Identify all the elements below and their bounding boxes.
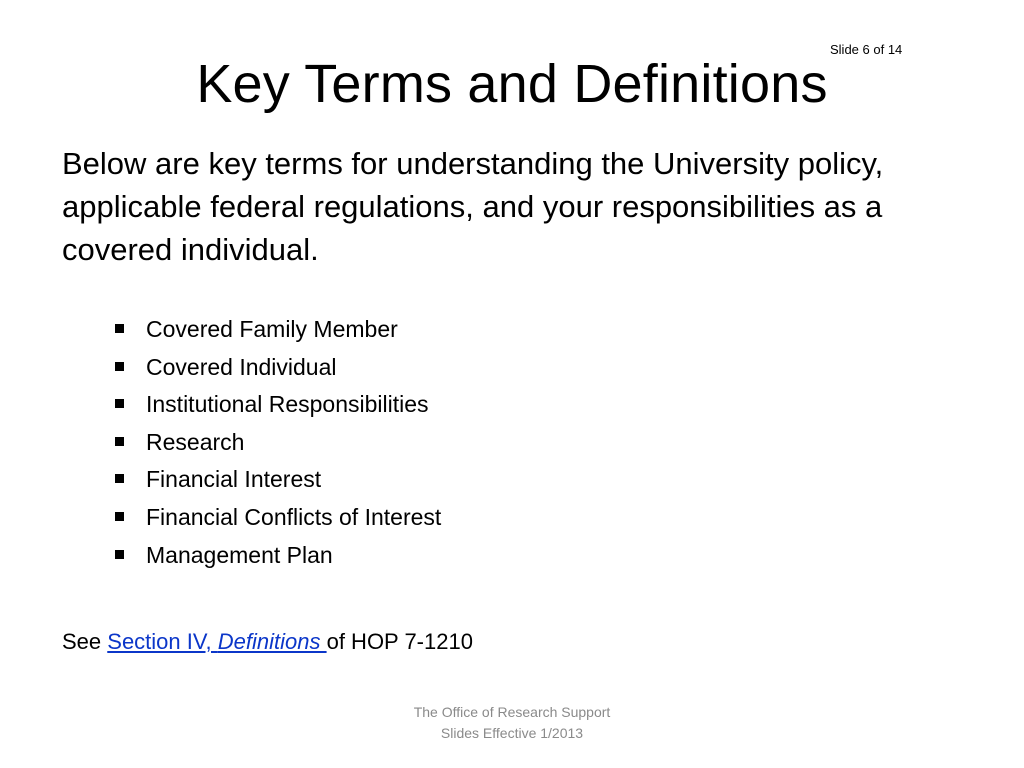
square-bullet-icon [115,399,124,408]
reference-line [62,629,473,655]
term-list-item [112,461,441,499]
terms-list [112,311,441,574]
term-label: Management Plan [146,541,333,568]
term-label: Financial Interest [146,466,322,493]
square-bullet-icon [115,437,124,446]
square-bullet-icon [115,362,124,371]
term-label: Financial Conflicts of Interest [146,503,442,530]
footer-office: The Office of Research Support [413,704,611,720]
term-list-item [112,386,441,424]
intro-paragraph: Below are key terms for understanding the University policy, applicable federal regulations, and your responsibilities as a covered individual. [62,146,884,267]
square-bullet-icon [115,512,124,521]
footer-effective-date: Slides Effective 1/2013 [440,725,584,741]
square-bullet-icon [115,474,124,483]
reference-prefix: See [62,629,108,654]
slide-title: Key Terms and Definitions [196,54,828,114]
term-label: Research [146,428,245,455]
reference-suffix: of HOP 7-1210 [326,629,473,654]
square-bullet-icon [115,550,124,559]
link-text-plain[interactable]: Section IV, [107,629,218,654]
term-label: Covered Family Member [146,316,398,342]
term-list-item [112,424,441,462]
term-list-item [112,537,441,575]
definitions-section-link[interactable] [107,629,326,654]
slide-footer [0,702,1024,744]
term-label: Institutional Responsibilities [146,391,429,418]
term-list-item [112,311,441,349]
link-text-italic[interactable]: Definitions [217,629,327,654]
term-label: Covered Individual [146,353,337,380]
term-list-item [112,499,441,537]
slide-counter: Slide 6 of 14 [830,42,903,57]
term-list-item [112,349,441,387]
square-bullet-icon [115,324,124,333]
